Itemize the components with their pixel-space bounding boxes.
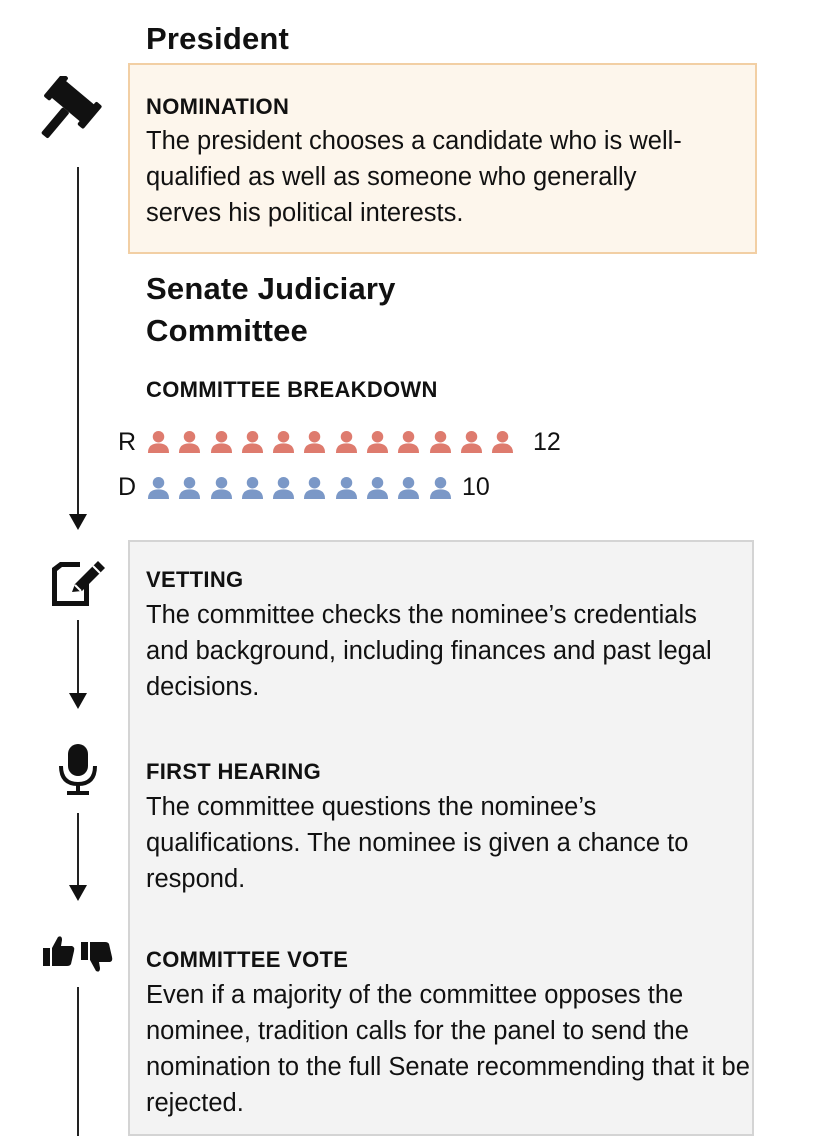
timeline-arrow xyxy=(69,693,87,709)
republican-members xyxy=(147,430,523,453)
vetting-text: The committee checks the nominee’s credentials and background, including finances and past legal decisions. xyxy=(146,601,712,701)
edit-document-icon xyxy=(48,558,108,610)
nomination-text: The president chooses a candidate who is well-qualified as well as someone who generally serves his political interests. xyxy=(146,127,682,227)
vetting-label: VETTING xyxy=(146,567,244,592)
republican-count: 12 xyxy=(533,428,561,456)
democrat-member-person-icon xyxy=(303,476,326,499)
democrat-member-person-icon xyxy=(210,476,233,499)
committee-title-line2: Committee xyxy=(146,313,308,348)
committee-steps-box xyxy=(128,540,754,1136)
democrat-member-person-icon xyxy=(366,476,389,499)
republican-member-person-icon xyxy=(491,430,514,453)
president-title: President xyxy=(146,21,290,56)
democrat-count: 10 xyxy=(462,473,490,501)
timeline-line xyxy=(77,167,79,515)
hearing-text: The committee questions the nominee’s qualifications. The nominee is given a chance to respond. xyxy=(146,793,689,893)
republican-member-person-icon xyxy=(429,430,452,453)
democrat-member-person-icon xyxy=(397,476,420,499)
republican-member-person-icon xyxy=(303,430,326,453)
republican-row-letter: R xyxy=(118,428,137,456)
thumbs-up-icon xyxy=(42,934,76,968)
timeline-line xyxy=(77,813,79,886)
democrat-member-person-icon xyxy=(178,476,201,499)
democrat-member-person-icon xyxy=(429,476,452,499)
republican-member-person-icon xyxy=(460,430,483,453)
timeline-arrow xyxy=(69,514,87,530)
republican-member-person-icon xyxy=(178,430,201,453)
democrat-member-person-icon xyxy=(147,476,170,499)
microphone-icon xyxy=(57,742,99,798)
committee-breakdown-label: COMMITTEE BREAKDOWN xyxy=(146,377,438,402)
vote-text: Even if a majority of the committee opposes the nominee, tradition calls for the panel to send the nomination to the full Senate recommending that it be rejected. xyxy=(146,981,750,1117)
timeline-arrow xyxy=(69,885,87,901)
hearing-label: FIRST HEARING xyxy=(146,759,322,784)
republican-member-person-icon xyxy=(241,430,264,453)
republican-member-person-icon xyxy=(147,430,170,453)
republican-member-person-icon xyxy=(366,430,389,453)
republican-member-person-icon xyxy=(210,430,233,453)
vote-label: COMMITTEE VOTE xyxy=(146,947,349,972)
nomination-box xyxy=(128,63,757,254)
thumbs-down-icon xyxy=(80,940,114,974)
republican-member-person-icon xyxy=(335,430,358,453)
timeline-line xyxy=(77,620,79,694)
democrat-members xyxy=(147,476,460,499)
democrat-member-person-icon xyxy=(272,476,295,499)
democrat-member-person-icon xyxy=(241,476,264,499)
nomination-label: NOMINATION xyxy=(146,94,290,119)
committee-title xyxy=(146,268,396,352)
republican-member-person-icon xyxy=(272,430,295,453)
democrat-row-letter: D xyxy=(118,473,137,501)
republican-member-person-icon xyxy=(397,430,420,453)
gavel-icon xyxy=(38,76,114,146)
democrat-member-person-icon xyxy=(335,476,358,499)
timeline-line xyxy=(77,987,79,1136)
committee-title-line1: Senate Judiciary xyxy=(146,271,396,306)
